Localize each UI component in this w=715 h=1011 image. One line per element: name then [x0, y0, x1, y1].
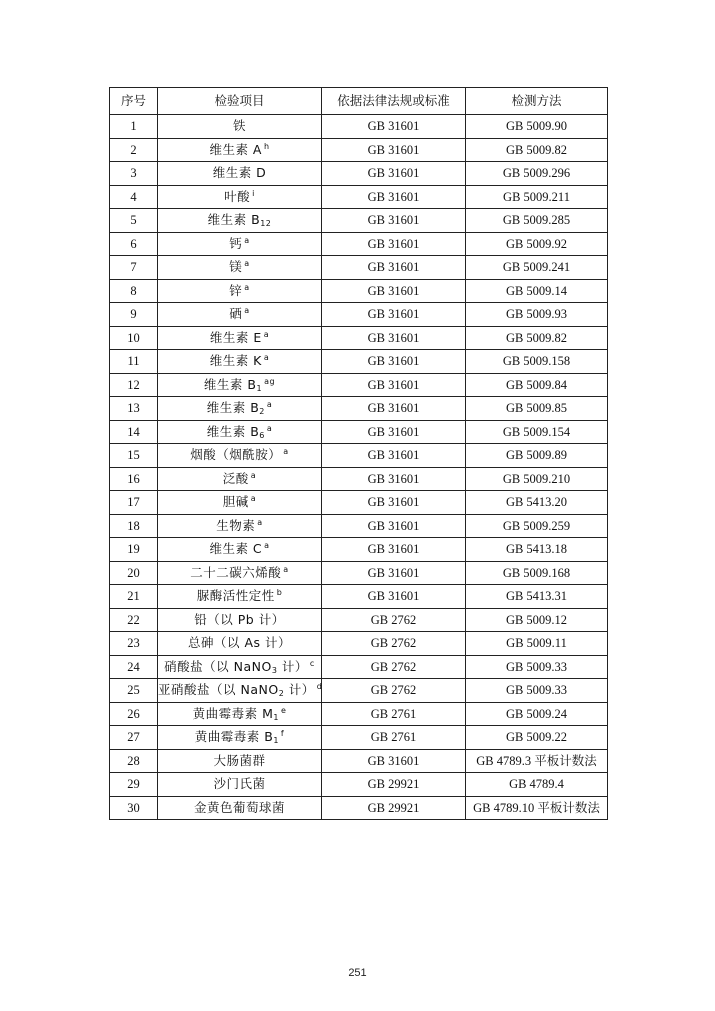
inspection-items-table: [109, 87, 608, 820]
table-row: [110, 796, 608, 820]
footnote-marker: a: [283, 447, 289, 457]
serial-no-cell: 16: [110, 467, 158, 491]
test-method-cell: GB 5413.31: [466, 585, 608, 609]
test-method-cell: GB 4789.4: [466, 773, 608, 797]
inspection-item-cell: [158, 350, 322, 374]
item-subscript: 6: [259, 430, 265, 440]
footnote-marker: i: [252, 188, 255, 198]
test-method-cell: GB 5009.296: [466, 162, 608, 186]
table-row: [110, 679, 608, 703]
test-method-cell: GB 5009.285: [466, 209, 608, 233]
header-legal-basis: 依据法律法规或标准: [322, 88, 466, 115]
test-method-cell: GB 5009.24: [466, 702, 608, 726]
footnote-marker: b: [276, 588, 283, 598]
test-method-cell: GB 5009.14: [466, 279, 608, 303]
item-name: 硒: [229, 306, 243, 322]
test-method-cell: GB 5009.92: [466, 232, 608, 256]
item-name: 维生素 D: [212, 165, 267, 181]
item-subscript: 3: [271, 665, 278, 675]
table-row: [110, 538, 608, 562]
footnote-marker: f: [280, 729, 285, 739]
table-row: [110, 420, 608, 444]
legal-basis-cell: GB 29921: [322, 796, 466, 820]
table-row: [110, 350, 608, 374]
test-method-cell: GB 5009.85: [466, 397, 608, 421]
legal-basis-cell: GB 29921: [322, 773, 466, 797]
table-row: [110, 561, 608, 585]
table-row: [110, 514, 608, 538]
serial-no-cell: 3: [110, 162, 158, 186]
inspection-item-cell: [158, 138, 322, 162]
table-row: [110, 726, 608, 750]
inspection-item-cell: [158, 514, 322, 538]
item-name: 金黄色葡萄球菌: [193, 799, 285, 815]
item-name: 维生素 B: [206, 400, 260, 416]
inspection-item-cell: [158, 608, 322, 632]
legal-basis-cell: GB 31601: [322, 350, 466, 374]
inspection-item-cell: [158, 749, 322, 773]
inspection-item-cell: [158, 420, 322, 444]
legal-basis-cell: GB 31601: [322, 749, 466, 773]
legal-basis-cell: GB 2762: [322, 655, 466, 679]
serial-no-cell: 12: [110, 373, 158, 397]
test-method-cell: GB 5009.154: [466, 420, 608, 444]
legal-basis-cell: GB 31601: [322, 256, 466, 280]
table-row: [110, 185, 608, 209]
footnote-marker: a: [263, 353, 270, 363]
serial-no-cell: 17: [110, 491, 158, 515]
legal-basis-cell: GB 31601: [322, 279, 466, 303]
item-subscript: 2: [259, 407, 265, 417]
item-name: 总砷（以 As 计）: [187, 635, 291, 651]
table-row: [110, 138, 608, 162]
item-name: 沙门氏菌: [213, 776, 266, 792]
inspection-item-cell: [158, 491, 322, 515]
legal-basis-cell: GB 31601: [322, 373, 466, 397]
item-subscript: 2: [278, 689, 285, 699]
test-method-cell: GB 5413.20: [466, 491, 608, 515]
legal-basis-cell: GB 31601: [322, 303, 466, 327]
serial-no-cell: 6: [110, 232, 158, 256]
legal-basis-cell: GB 31601: [322, 420, 466, 444]
footnote-marker: a: [244, 259, 250, 269]
serial-no-cell: 7: [110, 256, 158, 280]
item-name: 黄曲霉毒素 M: [192, 705, 274, 721]
legal-basis-cell: GB 31601: [322, 444, 466, 468]
footnote-marker: ag: [264, 376, 276, 386]
inspection-item-cell: [158, 679, 322, 703]
serial-no-cell: 19: [110, 538, 158, 562]
test-method-cell: GB 5009.82: [466, 326, 608, 350]
table-row: [110, 373, 608, 397]
table-row: [110, 303, 608, 327]
legal-basis-cell: GB 2762: [322, 608, 466, 632]
test-method-cell: GB 5009.11: [466, 632, 608, 656]
test-method-cell: GB 5009.84: [466, 373, 608, 397]
table-row: [110, 749, 608, 773]
footnote-marker: a: [244, 306, 250, 316]
legal-basis-cell: GB 2761: [322, 702, 466, 726]
table-row: [110, 279, 608, 303]
inspection-item-cell: [158, 702, 322, 726]
test-method-cell: GB 5009.33: [466, 655, 608, 679]
inspection-item-cell: [158, 773, 322, 797]
test-method-cell: GB 5009.93: [466, 303, 608, 327]
serial-no-cell: 10: [110, 326, 158, 350]
serial-no-cell: 4: [110, 185, 158, 209]
serial-no-cell: 13: [110, 397, 158, 421]
test-method-cell: GB 5009.89: [466, 444, 608, 468]
legal-basis-cell: GB 31601: [322, 162, 466, 186]
item-name: 维生素 B: [206, 423, 260, 439]
legal-basis-cell: GB 31601: [322, 209, 466, 233]
inspection-item-cell: [158, 232, 322, 256]
item-name: 亚硝酸盐（以 NaNO: [158, 682, 279, 698]
table-row: [110, 655, 608, 679]
page-number: 251: [348, 967, 367, 979]
item-name: 脲酶活性定性: [196, 588, 275, 604]
table-row: [110, 232, 608, 256]
item-name: 维生素 C: [209, 541, 263, 557]
footnote-marker: a: [250, 494, 257, 504]
legal-basis-cell: GB 31601: [322, 138, 466, 162]
footnote-marker: a: [250, 470, 257, 480]
item-name: 维生素 B: [207, 212, 261, 228]
item-name: 大肠菌群: [213, 752, 266, 768]
item-subscript: 1: [256, 383, 263, 393]
footnote-marker: c: [309, 658, 315, 668]
table-row: [110, 209, 608, 233]
legal-basis-cell: GB 31601: [322, 514, 466, 538]
test-method-cell: GB 5009.210: [466, 467, 608, 491]
footnote-marker: a: [244, 235, 250, 245]
item-name: 铁: [232, 118, 246, 134]
item-name: 叶酸: [224, 188, 251, 204]
table-row: [110, 397, 608, 421]
test-method-cell: GB 4789.10 平板计数法: [466, 796, 608, 820]
serial-no-cell: 9: [110, 303, 158, 327]
item-name: 烟酸（烟酰胺）: [190, 447, 282, 463]
item-name-tail: 计）: [277, 658, 308, 674]
serial-no-cell: 27: [110, 726, 158, 750]
serial-no-cell: 28: [110, 749, 158, 773]
legal-basis-cell: GB 31601: [322, 115, 466, 139]
legal-basis-cell: GB 31601: [322, 538, 466, 562]
serial-no-cell: 30: [110, 796, 158, 820]
header-serial-no: 序号: [110, 88, 158, 115]
item-name: 生物素: [216, 517, 256, 533]
legal-basis-cell: GB 31601: [322, 185, 466, 209]
test-method-cell: GB 5009.259: [466, 514, 608, 538]
legal-basis-cell: GB 31601: [322, 397, 466, 421]
footnote-marker: a: [266, 400, 273, 410]
serial-no-cell: 18: [110, 514, 158, 538]
serial-no-cell: 24: [110, 655, 158, 679]
footnote-marker: a: [263, 329, 270, 339]
inspection-item-cell: [158, 279, 322, 303]
inspection-item-cell: [158, 655, 322, 679]
item-name: 镁: [229, 259, 243, 275]
inspection-item-cell: [158, 115, 322, 139]
item-subscript: 1: [273, 736, 279, 746]
item-name: 硝酸盐（以 NaNO: [164, 658, 272, 674]
table-row: [110, 608, 608, 632]
legal-basis-cell: GB 31601: [322, 585, 466, 609]
table-row: [110, 444, 608, 468]
footnote-marker: a: [266, 423, 273, 433]
serial-no-cell: 11: [110, 350, 158, 374]
test-method-cell: GB 5009.33: [466, 679, 608, 703]
test-method-cell: GB 5009.241: [466, 256, 608, 280]
footnote-marker: a: [244, 282, 250, 292]
test-method-cell: GB 5009.158: [466, 350, 608, 374]
serial-no-cell: 5: [110, 209, 158, 233]
legal-basis-cell: GB 31601: [322, 326, 466, 350]
serial-no-cell: 25: [110, 679, 158, 703]
legal-basis-cell: GB 2761: [322, 726, 466, 750]
header-inspection-item: 检验项目: [158, 88, 322, 115]
footnote-marker: e: [280, 705, 287, 715]
serial-no-cell: 29: [110, 773, 158, 797]
table-row: [110, 491, 608, 515]
legal-basis-cell: GB 31601: [322, 232, 466, 256]
inspection-item-cell: [158, 726, 322, 750]
inspection-item-cell: [158, 467, 322, 491]
legal-basis-cell: GB 31601: [322, 491, 466, 515]
legal-basis-cell: GB 2762: [322, 632, 466, 656]
test-method-cell: GB 5009.211: [466, 185, 608, 209]
item-subscript: 1: [273, 712, 279, 722]
test-method-cell: GB 5009.22: [466, 726, 608, 750]
item-name: 钙: [229, 235, 243, 251]
serial-no-cell: 21: [110, 585, 158, 609]
inspection-item-cell: [158, 256, 322, 280]
serial-no-cell: 15: [110, 444, 158, 468]
inspection-item-cell: [158, 397, 322, 421]
item-name: 维生素 K: [209, 353, 262, 369]
table-row: [110, 115, 608, 139]
inspection-item-cell: [158, 303, 322, 327]
inspection-item-cell: [158, 209, 322, 233]
item-name: 泛酸: [222, 470, 249, 486]
item-name: 维生素 B: [203, 376, 257, 392]
table-row: [110, 256, 608, 280]
legal-basis-cell: GB 31601: [322, 467, 466, 491]
item-name: 维生素 A: [209, 141, 262, 157]
table-row: [110, 162, 608, 186]
inspection-item-cell: [158, 561, 322, 585]
inspection-item-cell: [158, 796, 322, 820]
test-method-cell: GB 5009.90: [466, 115, 608, 139]
inspection-item-cell: [158, 632, 322, 656]
inspection-item-cell: [158, 538, 322, 562]
serial-no-cell: 23: [110, 632, 158, 656]
item-name: 维生素 E: [209, 329, 262, 345]
footnote-marker: a: [283, 564, 289, 574]
item-name: 铅（以 Pb 计）: [194, 611, 285, 627]
footnote-marker: d: [316, 682, 323, 692]
test-method-cell: GB 5009.12: [466, 608, 608, 632]
serial-no-cell: 14: [110, 420, 158, 444]
inspection-item-cell: [158, 585, 322, 609]
item-name: 胆碱: [222, 494, 249, 510]
inspection-item-cell: [158, 444, 322, 468]
header-test-method: 检测方法: [466, 88, 608, 115]
table-row: [110, 632, 608, 656]
inspection-item-cell: [158, 326, 322, 350]
serial-no-cell: 2: [110, 138, 158, 162]
test-method-cell: GB 4789.3 平板计数法: [466, 749, 608, 773]
footnote-marker: a: [257, 517, 263, 527]
table-row: [110, 585, 608, 609]
table-row: [110, 702, 608, 726]
serial-no-cell: 1: [110, 115, 158, 139]
inspection-item-cell: [158, 185, 322, 209]
test-method-cell: GB 5009.168: [466, 561, 608, 585]
table-row: [110, 467, 608, 491]
item-name: 二十二碳六烯酸: [190, 564, 282, 580]
table-row: [110, 326, 608, 350]
table-row: [110, 773, 608, 797]
item-name: 黄曲霉毒素 B: [194, 729, 274, 745]
serial-no-cell: 22: [110, 608, 158, 632]
serial-no-cell: 20: [110, 561, 158, 585]
table-header-row: [110, 88, 608, 115]
footnote-marker: h: [263, 141, 270, 151]
inspection-item-cell: [158, 373, 322, 397]
item-name-tail: 计）: [284, 682, 315, 698]
test-method-cell: GB 5009.82: [466, 138, 608, 162]
serial-no-cell: 26: [110, 702, 158, 726]
inspection-item-cell: [158, 162, 322, 186]
footnote-marker: a: [264, 541, 270, 551]
item-subscript: 12: [260, 219, 272, 229]
test-method-cell: GB 5413.18: [466, 538, 608, 562]
serial-no-cell: 8: [110, 279, 158, 303]
legal-basis-cell: GB 31601: [322, 561, 466, 585]
legal-basis-cell: GB 2762: [322, 679, 466, 703]
item-name: 锌: [229, 282, 243, 298]
